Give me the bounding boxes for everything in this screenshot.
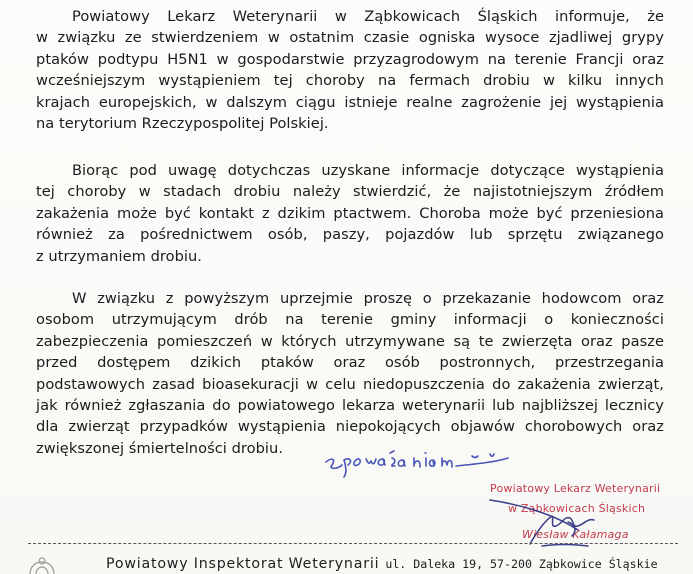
coat-of-arms-icon <box>20 556 64 574</box>
footer <box>106 553 658 572</box>
paragraph-3 <box>36 288 664 459</box>
paragraph-line: Powiatowy Lekarz Weterynarii w Ząbkowicach Śląskich informuje, że <box>72 8 664 25</box>
paragraph-1 <box>36 6 664 134</box>
paragraph-line: ptaków podtypu H5N1 w gospodarstwie przyzagrodowym na terenie Francji oraz <box>36 50 664 68</box>
paragraph-line: przed dostępem dzikich ptaków oraz osób postronnych, przestrzegania <box>36 354 664 372</box>
paragraph-line: z utrzymaniem drobiu. <box>36 247 202 265</box>
footer-address: ul. Daleka 19, 57-200 Ząbkowice Śląskie <box>385 557 658 571</box>
paragraph-line: zwiększonej śmiertelności drobiu. <box>36 439 284 457</box>
paragraph-line: jak również zgłaszania do powiatowego lekarza weterynarii lub najbliższej lecznicy <box>36 397 664 415</box>
paragraph-line: W związku z powyższym uprzejmie proszę o przekazanie hodowcom oraz <box>72 290 664 307</box>
stamp-name: Wiesław Kałamaga <box>522 528 629 541</box>
paragraph-line: również za pośrednictwem osób, paszy, pojazdów lub sprzętu związanego <box>36 226 664 244</box>
paragraph-line: wcześniejszym wystąpieniem tej choroby na fermach drobiu w kilku innych <box>36 72 664 90</box>
footer-divider <box>28 543 678 544</box>
stamp-location: w Ząbkowicach Śląskich <box>508 502 646 515</box>
paragraph-line: na terytorium Rzeczypospolitej Polskiej. <box>36 115 329 133</box>
paragraph-line: krajach europejskich, w dalszym ciągu istnieje realne zagrożenie jej wystąpienia <box>36 93 664 111</box>
paragraph-line: zabezpieczenia pomieszczeń w których utrzymywane są te zwierzęta oraz pasze <box>36 332 664 350</box>
paragraph-line: dla zwierząt przypadków wystąpienia niepokojących objawów chorobowych oraz <box>36 418 664 436</box>
paragraph-line: osobom utrzymującym drób na terenie gminy informacji o konieczności <box>36 311 664 329</box>
paragraph-line: podstawowych zasad bioasekuracji w celu niedopuszczenia do zakażenia zwierząt, <box>36 375 664 393</box>
paragraph-2 <box>36 160 664 267</box>
paragraph-line: zakażenia może być kontakt z dzikim ptactwem. Choroba może być przeniesiona <box>36 204 664 222</box>
footer-organization: Powiatowy Inspektorat Weterynarii <box>106 556 380 572</box>
paragraph-line: w związku ze stwierdzeniem w ostatnim czasie ogniska wysoce zjadliwej grypy <box>36 29 664 47</box>
paragraph-line: tej choroby w stadach drobiu należy stwierdzić, że najistotniejszym źródłem <box>36 183 664 201</box>
paragraph-line: Biorąc pod uwagę dotychczas uzyskane informacje dotyczące wystąpienia <box>72 162 664 179</box>
stamp-title: Powiatowy Lekarz Weterynarii <box>490 482 661 495</box>
